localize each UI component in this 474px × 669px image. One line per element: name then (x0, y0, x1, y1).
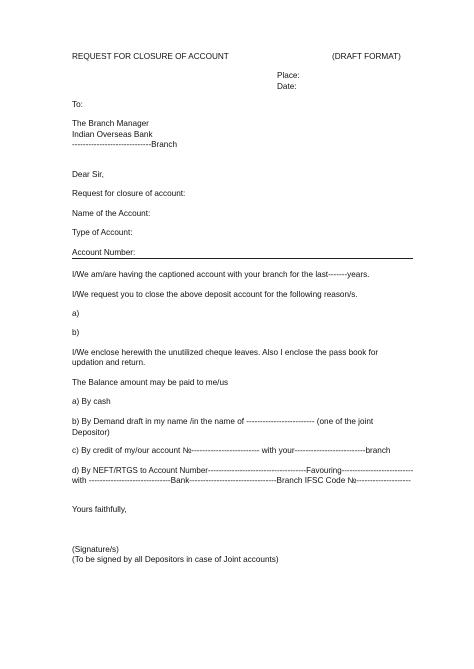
place-label: Place: (277, 71, 300, 80)
payment-option-demand-draft-line-2: Depositor) (72, 428, 110, 437)
addressee-branch-line: -----------------------------Branch (72, 140, 178, 149)
balance-intro: The Balance amount may be paid to me/us (72, 378, 229, 387)
close-request-paragraph: I/We request you to close the above deposit account for the following reason/s. (72, 290, 358, 299)
reason-b: b) (72, 328, 80, 337)
draft-format-tag: (DRAFT FORMAT) (332, 52, 401, 61)
addressee-line-1: The Branch Manager (72, 119, 149, 128)
signature-note: (To be signed by all Depositors in case of Joint accounts) (72, 555, 279, 564)
payment-option-neft-line-2: with ------------------------------Bank--------------------------------Branch IFSC Code №-------------------- (72, 476, 411, 485)
document-title: REQUEST FOR CLOSURE OF ACCOUNT (72, 52, 229, 61)
to-label: To: (72, 100, 83, 109)
captioned-account-paragraph: I/We am/are having the captioned account with your branch for the last-------years. (72, 270, 370, 279)
account-name-field: Name of the Account: (72, 209, 151, 218)
salutation: Dear Sir, (72, 170, 104, 179)
signature-label: (Signature/s) (72, 545, 119, 554)
account-number-field: Account Number: (72, 248, 136, 257)
payment-option-cash: a) By cash (72, 397, 111, 406)
subject-line: Request for closure of account: (72, 189, 186, 198)
payment-option-demand-draft-line-1: b) By Demand draft in my name /in the name of ------------------------- (one of the joint (72, 417, 374, 426)
account-type-field: Type of Account: (72, 228, 133, 237)
date-label: Date: (277, 82, 297, 91)
payment-option-neft-line-1: d) By NEFT/RTGS to Account Number-------------------------------------Favouring--------------------------- (72, 466, 414, 475)
addressee-line-2: Indian Overseas Bank (72, 130, 153, 139)
account-number-rule (72, 258, 413, 259)
sign-off: Yours faithfully, (72, 505, 127, 514)
enclose-paragraph-line-1: I/We enclose herewith the unutilized cheque leaves. Also I enclose the pass book for (72, 348, 379, 357)
payment-option-credit: c) By credit of my/our account №------------------------- with your--------------------------branch (72, 446, 391, 455)
enclose-paragraph-line-2: updation and return. (72, 358, 146, 367)
reason-a: a) (72, 309, 80, 318)
